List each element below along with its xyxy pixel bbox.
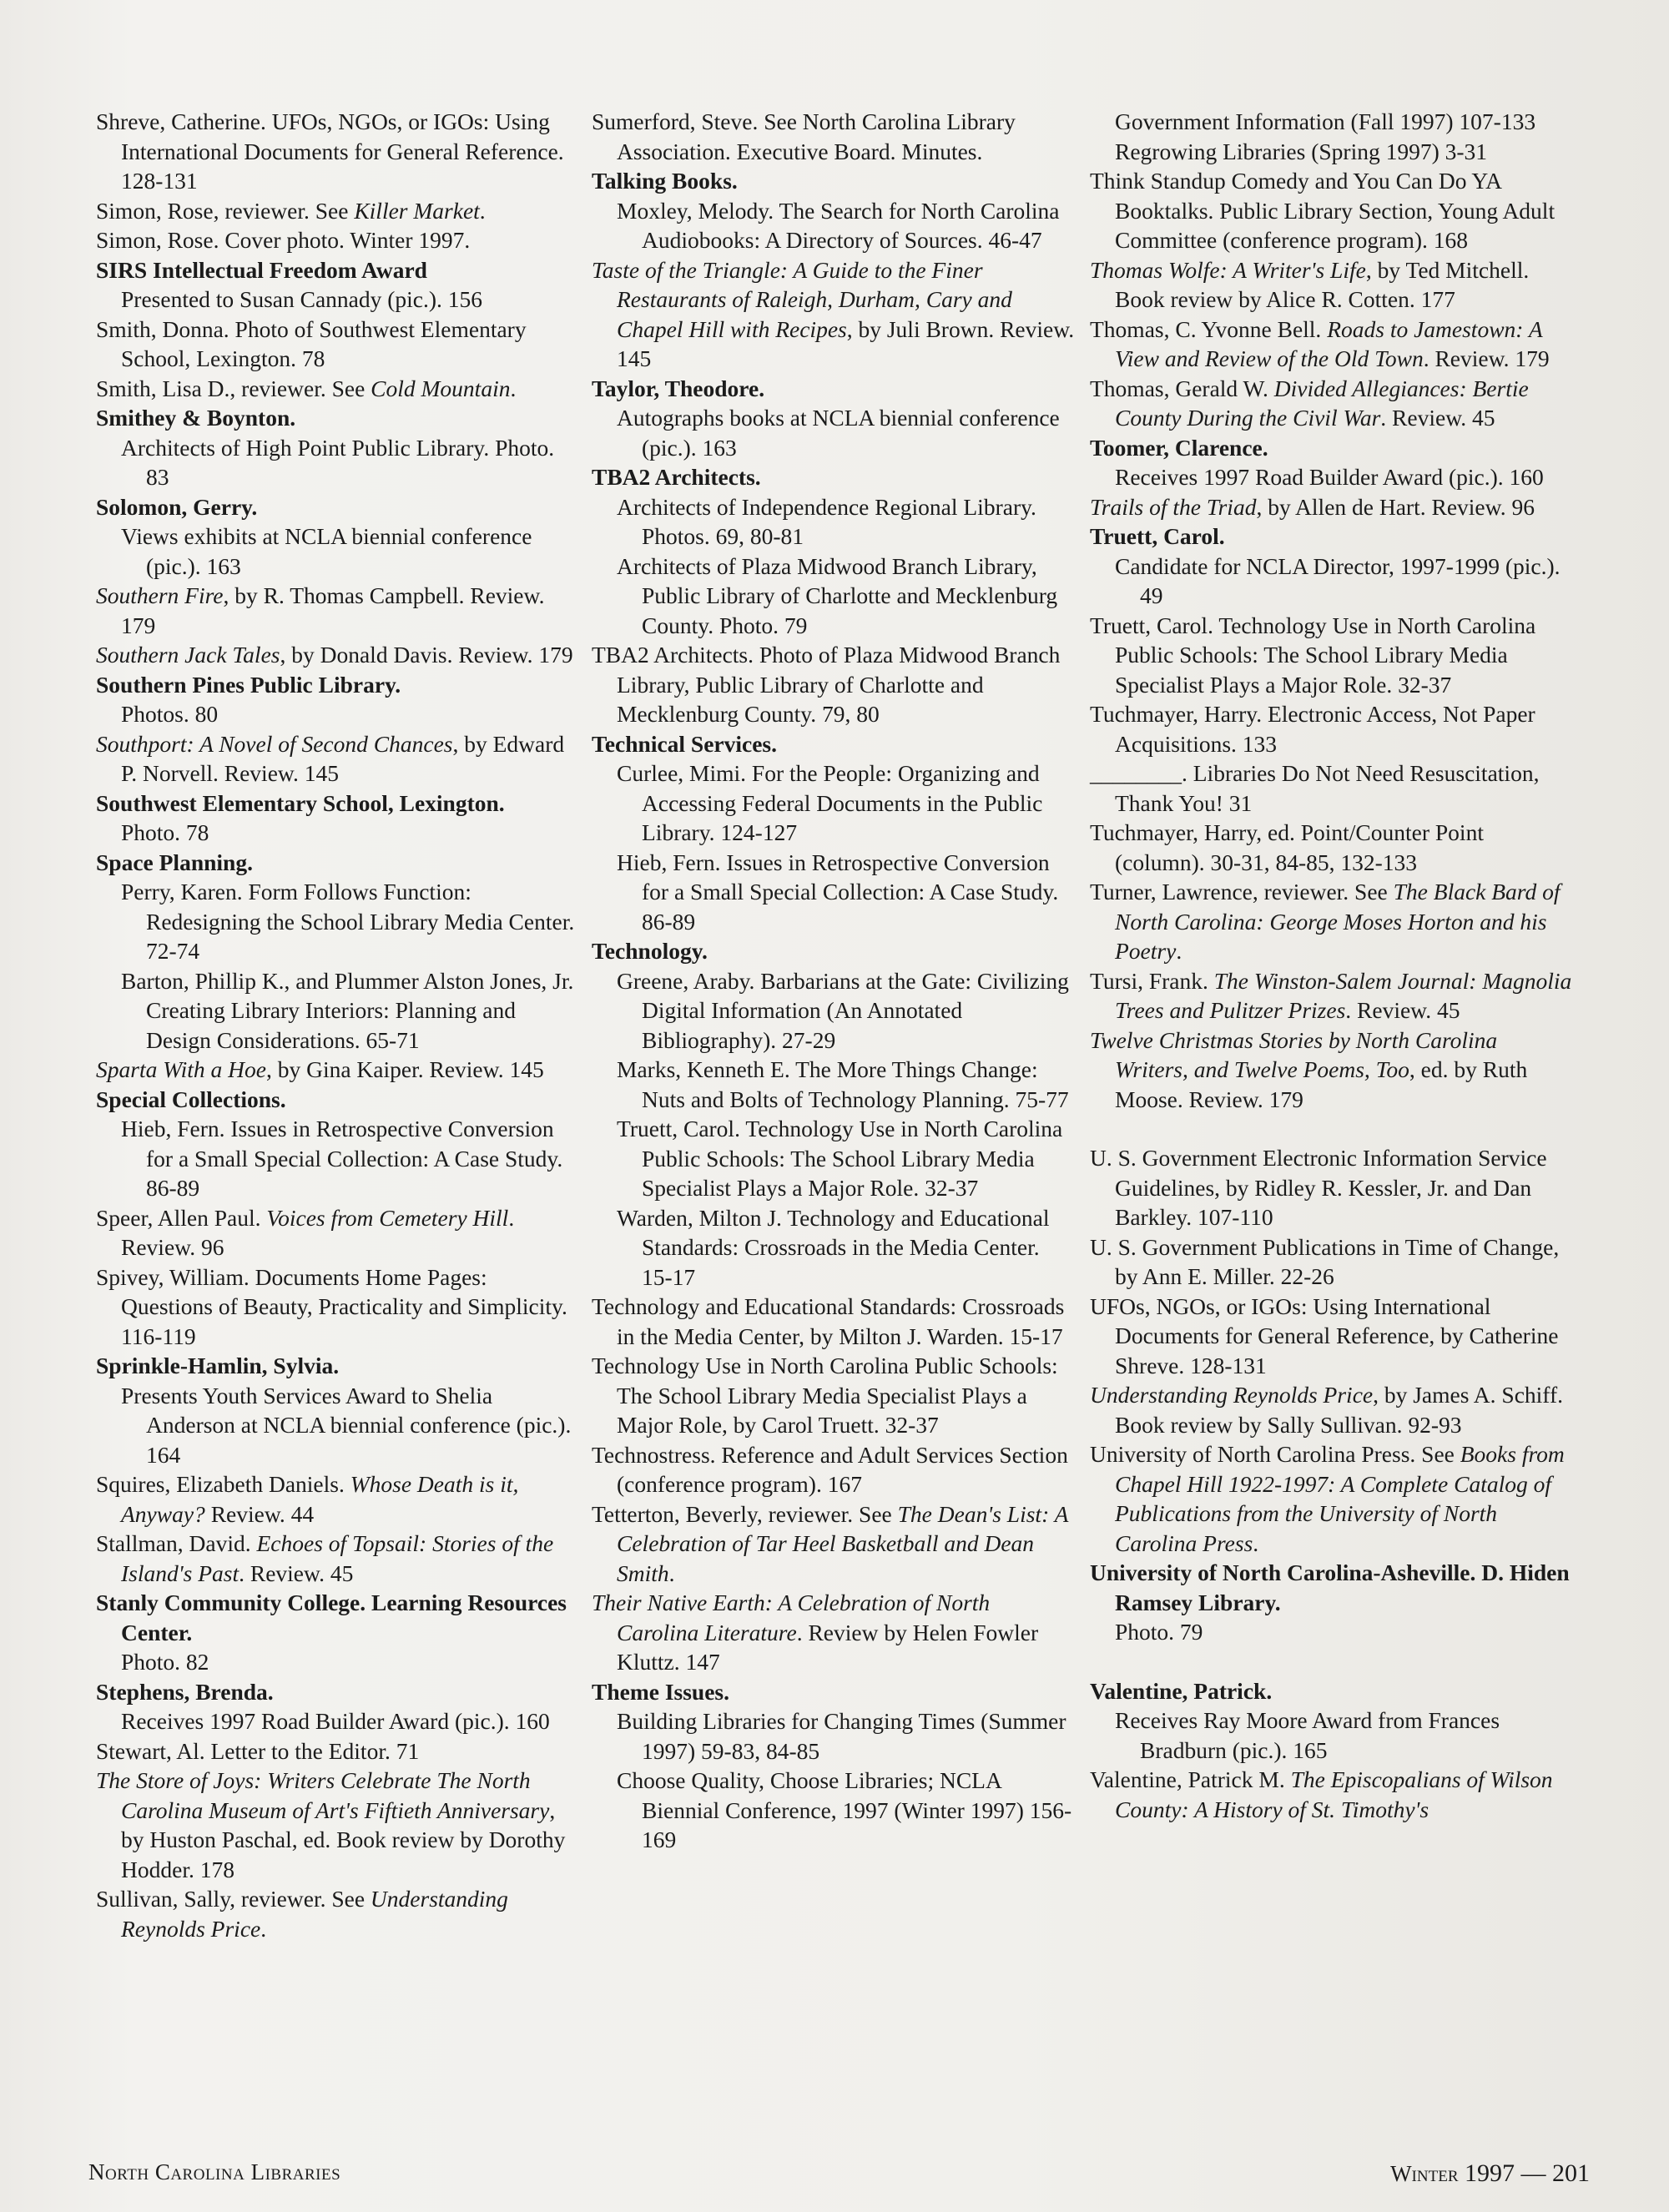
index-subentry <box>1090 1617 1574 1647</box>
italic-title: Killer Market <box>354 197 480 224</box>
entry-text: Photo. 79 <box>1115 1619 1203 1645</box>
italic-title: The Winston-Salem Journal: Magnolia Trees and Pulitzer Prizes <box>1115 967 1572 1023</box>
entry-text: U. S. Government Electronic Information Service Guidelines, by Ridley R. Kessler, Jr. and Dan Barkley. 107-110 <box>1090 1145 1547 1230</box>
entry-text: U. S. Government Publications in Time of Change, by Ann E. Miller. 22-26 <box>1090 1233 1560 1289</box>
entry-text: Special Collections. <box>96 1086 286 1112</box>
entry-text: Marks, Kenneth E. The More Things Change: Nuts and Bolts of Technology Planning. 75-77 <box>617 1056 1069 1112</box>
index-subentry <box>96 433 580 492</box>
index-subentry <box>96 877 580 966</box>
italic-title: The Store of Joys: Writers Celebrate The North Carolina Museum of Art's Fiftieth Anniversary <box>96 1767 550 1823</box>
index-entry <box>1090 611 1574 700</box>
index-entry <box>592 1440 1076 1499</box>
entry-text: Valentine, Patrick M. <box>1090 1766 1291 1792</box>
index-subentry <box>592 1114 1076 1203</box>
entry-text: . <box>668 1559 675 1586</box>
footer-page-number: 201 <box>1552 2159 1590 2187</box>
italic-title: Twelve Christmas Stories by North Carolina Writers, and Twelve Poems, Too <box>1090 1026 1498 1082</box>
index-entry <box>96 315 580 374</box>
entry-text: Photos. 80 <box>121 701 219 727</box>
index-subentry <box>1090 552 1574 611</box>
index-subentry <box>592 552 1076 641</box>
entry-text: Autographs books at NCLA biennial conference (pic.). 163 <box>617 405 1060 461</box>
italic-title: Southern Jack Tales <box>96 642 280 668</box>
entry-text: Technostress. Reference and Adult Services Section (conference program). 167 <box>592 1441 1068 1497</box>
entry-text: Technology and Educational Standards: Crossroads in the Media Center, by Milton J. Warden. 15-17 <box>592 1293 1065 1349</box>
entry-text: Building Libraries for Changing Times (Summer 1997) 59-83, 84-85 <box>617 1708 1066 1764</box>
index-entry <box>592 107 1076 166</box>
entry-text: Stallman, David. <box>96 1530 257 1556</box>
index-heading <box>96 1351 580 1381</box>
entry-text: . Review. 45 <box>1380 405 1495 431</box>
index-subentry <box>1090 107 1574 137</box>
index-heading <box>592 374 1076 404</box>
entry-text: Tursi, Frank. <box>1090 967 1214 994</box>
index-heading <box>96 670 580 700</box>
entry-text: Perry, Karen. Form Follows Function: Redesigning the School Library Media Center. 72-74 <box>121 879 575 964</box>
index-entry <box>96 1262 580 1352</box>
index-heading <box>96 492 580 522</box>
index-entry <box>96 374 580 404</box>
index-entry <box>592 640 1076 729</box>
entry-text: , by Gina Kaiper. Review. 145 <box>265 1056 544 1082</box>
index-entry <box>1090 492 1574 522</box>
index-entry <box>1090 315 1574 374</box>
entry-text: , by Allen de Hart. Review. 96 <box>1256 493 1535 520</box>
entry-text: , by Edward P. Norvell. Review. 145 <box>121 730 565 786</box>
entry-text: . Review. 45 <box>1345 997 1460 1023</box>
footer-dash: — <box>1520 2159 1546 2187</box>
index-heading <box>96 848 580 878</box>
index-entry <box>1090 758 1574 818</box>
index-heading <box>96 789 580 819</box>
index-entry <box>96 640 580 670</box>
entry-text: Choose Quality, Choose Libraries; NCLA Biennial Conference, 1997 (Winter 1997) 156-169 <box>617 1767 1072 1852</box>
index-entry <box>592 1351 1076 1440</box>
index-subentry <box>96 966 580 1056</box>
index-subentry <box>96 1647 580 1677</box>
index-entry <box>96 1766 580 1884</box>
entry-text: Smithey & Boynton. <box>96 405 296 431</box>
italic-title: Thomas Wolfe: A Writer's Life <box>1090 256 1366 283</box>
entry-text: Hieb, Fern. Issues in Retrospective Conversion for a Small Special Collection: A Case Study. 86-89 <box>121 1116 563 1201</box>
footer-issue-page <box>1390 2159 1590 2188</box>
entry-text: UFOs, NGOs, or IGOs: Using International Documents for General Reference, by Catherine Shreve. 128-131 <box>1090 1292 1559 1378</box>
entry-text: Curlee, Mimi. For the People: Organizing and Accessing Federal Documents in the Public Library. 124-127 <box>617 760 1043 845</box>
index-entry <box>96 196 580 226</box>
entry-text: Review. 44 <box>204 1500 315 1527</box>
entry-text: Candidate for NCLA Director, 1997-1999 (pic.). 49 <box>1115 552 1561 608</box>
index-subentry <box>96 285 580 315</box>
index-entry <box>1090 699 1574 758</box>
entry-text: Architects of Plaza Midwood Branch Library, Public Library of Charlotte and Mecklenburg County. Photo. 79 <box>617 552 1058 638</box>
index-subentry <box>96 1381 580 1470</box>
index-column-2 <box>592 107 1076 1855</box>
section-gap <box>1090 1647 1574 1676</box>
index-column-3 <box>1090 107 1574 1824</box>
entry-text: Simon, Rose. Cover photo. Winter 1997. <box>96 227 471 253</box>
index-entry <box>96 1469 580 1529</box>
index-entry <box>96 1736 580 1766</box>
entry-text: Sumerford, Steve. See North Carolina Library Association. Executive Board. Minutes. <box>592 108 1016 164</box>
index-entry <box>1090 255 1574 315</box>
footer-issue: Winter <box>1390 2161 1459 2186</box>
entry-text: Thomas, Gerald W. <box>1090 375 1274 401</box>
entry-text: Regrowing Libraries (Spring 1997) 3-31 <box>1115 138 1488 164</box>
entry-text: , by Ted Mitchell. Book review by Alice R. Cotten. 177 <box>1115 256 1530 312</box>
italic-title: Trails of the Triad <box>1090 493 1257 520</box>
entry-text: TBA2 Architects. <box>592 464 761 490</box>
entry-text: Greene, Araby. Barbarians at the Gate: Civilizing Digital Information (An Annotated Bibliography). 27-29 <box>617 967 1069 1053</box>
entry-text: Think Standup Comedy and You Can Do YA Booktalks. Public Library Section, Young Adult Committee (conference program). 168 <box>1090 168 1556 253</box>
entry-text: , by R. Thomas Campbell. Review. 179 <box>121 582 545 638</box>
entry-text: Technology. <box>592 938 708 964</box>
index-subentry <box>592 1055 1076 1114</box>
index-subentry <box>592 1766 1076 1855</box>
entry-text: TBA2 Architects. Photo of Plaza Midwood Branch Library, Public Library of Charlotte and Mecklenburg County. 79, 80 <box>592 642 1061 727</box>
entry-text: Architects of Independence Regional Library. Photos. 69, 80-81 <box>617 493 1036 549</box>
entry-text: , by Donald Davis. Review. 179 <box>280 642 573 668</box>
entry-text: Smith, Lisa D., reviewer. See <box>96 375 371 401</box>
index-subentry <box>592 403 1076 462</box>
entry-text: Tuchmayer, Harry. Electronic Access, Not Paper Acquisitions. 133 <box>1090 701 1535 757</box>
italic-title: Southport: A Novel of Second Chances <box>96 730 453 757</box>
entry-text: Turner, Lawrence, reviewer. See <box>1090 879 1394 904</box>
entry-text: Spivey, William. Documents Home Pages: Questions of Beauty, Practicality and Simplicity. 116-119 <box>96 1263 567 1349</box>
italic-title: Southern Fire <box>96 582 224 608</box>
index-entry <box>96 1055 580 1085</box>
index-heading <box>592 729 1076 759</box>
entry-text: Shreve, Catherine. UFOs, NGOs, or IGOs: Using International Documents for General Reference. 128-131 <box>96 108 564 194</box>
index-entry <box>1090 1765 1574 1824</box>
footer-year: 1997 <box>1465 2159 1515 2187</box>
index-entry <box>592 255 1076 374</box>
entry-text: . <box>479 197 486 224</box>
index-subentry <box>96 1114 580 1203</box>
entry-text: Theme Issues. <box>592 1678 730 1705</box>
entry-text: Southwest Elementary School, Lexington. <box>96 789 505 816</box>
entry-text: Presents Youth Services Award to Shelia Anderson at NCLA biennial conference (pic.). 164 <box>121 1382 572 1468</box>
entry-text: . Review. 179 <box>1423 345 1550 371</box>
entry-text: Sullivan, Sally, reviewer. See <box>96 1886 371 1912</box>
entry-text: Receives 1997 Road Builder Award (pic.). 160 <box>121 1708 550 1734</box>
entry-text: Warden, Milton J. Technology and Educational Standards: Crossroads in the Media Center. 15-17 <box>617 1204 1050 1290</box>
italic-title: Their Native Earth: A Celebration of North Carolina Literature <box>592 1590 991 1645</box>
italic-title: Cold Mountain <box>371 375 511 401</box>
entry-text: Thomas, C. Yvonne Bell. <box>1090 315 1328 342</box>
index-heading <box>96 1085 580 1115</box>
italic-title: Understanding Reynolds Price <box>1090 1382 1374 1408</box>
index-subentry <box>1090 462 1574 492</box>
italic-title: Divided Allegiances: Bertie County During the Civil War <box>1115 375 1529 431</box>
section-gap <box>1090 1114 1574 1143</box>
entry-text: Government Information (Fall 1997) 107-133 <box>1115 108 1536 134</box>
index-entry <box>1090 1025 1574 1115</box>
index-entry <box>1090 1439 1574 1558</box>
entry-text: Receives 1997 Road Builder Award (pic.). 160 <box>1115 464 1544 490</box>
italic-title: Books from Chapel Hill 1922-1997: A Complete Catalog of Publications from the University of North Carolina Press <box>1115 1441 1565 1556</box>
index-subentry <box>592 196 1076 255</box>
italic-title: Roads to Jamestown: A View and Review of the Old Town <box>1115 315 1543 371</box>
index-entry <box>1090 877 1574 966</box>
index-heading <box>96 403 580 433</box>
index-entry <box>1090 1292 1574 1381</box>
index-heading <box>1090 433 1574 463</box>
index-subentry <box>1090 1706 1574 1765</box>
entry-text: . Review. 96 <box>121 1204 515 1260</box>
entry-text: Taylor, Theodore. <box>592 375 765 401</box>
index-subentry <box>592 1706 1076 1766</box>
index-entry <box>96 225 580 255</box>
entry-text: Photo. 78 <box>121 819 209 845</box>
index-entry <box>96 1203 580 1262</box>
index-subentry <box>592 966 1076 1056</box>
entry-text: Stephens, Brenda. <box>96 1678 274 1705</box>
entry-text: Toomer, Clarence. <box>1090 434 1268 461</box>
index-heading <box>1090 1558 1574 1617</box>
entry-text: University of North Carolina Press. See <box>1090 1441 1460 1467</box>
index-entry <box>1090 1232 1574 1292</box>
entry-text: Presented to Susan Cannady (pic.). 156 <box>121 286 483 312</box>
entry-text: Photo. 82 <box>121 1649 209 1675</box>
index-entry <box>592 1499 1076 1589</box>
entry-text: Truett, Carol. Technology Use in North Carolina Public Schools: The School Library Media Specialist Plays a Major Role. 32-37 <box>617 1116 1063 1201</box>
entry-text: . <box>510 375 517 401</box>
entry-text: Technology Use in North Carolina Public Schools: The School Library Media Specialist Plays a Major Role, by Carol Truett. 32-37 <box>592 1353 1058 1438</box>
entry-text: Barton, Phillip K., and Plummer Alston Jones, Jr. Creating Library Interiors: Planning and Design Considerations. 65-71 <box>121 967 574 1053</box>
entry-text: SIRS Intellectual Freedom Award <box>96 256 427 283</box>
entry-text: . <box>260 1915 267 1942</box>
entry-text: Sprinkle-Hamlin, Sylvia. <box>96 1353 340 1378</box>
index-entry <box>1090 818 1574 877</box>
entry-text: Simon, Rose, reviewer. See <box>96 197 355 224</box>
index-entry <box>1090 1143 1574 1232</box>
index-heading <box>96 255 580 285</box>
index-entry <box>96 107 580 196</box>
italic-title: Echoes of Topsail: Stories of the Island's Past <box>121 1530 554 1586</box>
index-heading <box>96 1677 580 1707</box>
entry-text: , ed. by Ruth Moose. Review. 179 <box>1115 1056 1528 1112</box>
index-subentry <box>96 522 580 581</box>
index-entry <box>592 1588 1076 1677</box>
entry-text: Southern Pines Public Library. <box>96 671 401 698</box>
index-entry <box>96 581 580 640</box>
index-subentry <box>592 758 1076 848</box>
entry-text: Hieb, Fern. Issues in Retrospective Conversion for a Small Special Collection: A Case Study. 86-89 <box>617 849 1059 935</box>
entry-text: Squires, Elizabeth Daniels. <box>96 1471 350 1497</box>
entry-text: Architects of High Point Public Library. Photo. 83 <box>121 434 555 490</box>
italic-title: Sparta With a Hoe <box>96 1056 266 1082</box>
entry-text: . <box>1253 1529 1259 1556</box>
italic-title: The Episcopalians of Wilson County: A History of St. Timothy's <box>1115 1766 1553 1822</box>
entry-text: Talking Books. <box>592 168 738 194</box>
italic-title: Voices from Cemetery Hill <box>266 1204 509 1231</box>
entry-text: . Review by Helen Fowler Kluttz. 147 <box>617 1619 1039 1675</box>
index-heading <box>1090 1676 1574 1706</box>
index-subentry <box>96 1706 580 1736</box>
entry-text: Space Planning. <box>96 849 253 875</box>
entry-text: Technical Services. <box>592 730 778 757</box>
entry-text: Tuchmayer, Harry, ed. Point/Counter Point (column). 30-31, 84-85, 132-133 <box>1090 819 1484 875</box>
entry-text: Tetterton, Beverly, reviewer. See <box>592 1500 898 1527</box>
entry-text: Stewart, Al. Letter to the Editor. 71 <box>96 1737 420 1764</box>
entry-text: Receives Ray Moore Award from Frances Bradburn (pic.). 165 <box>1115 1707 1500 1763</box>
italic-title: Understanding Reynolds Price <box>121 1886 508 1942</box>
index-heading <box>592 166 1076 196</box>
entry-text: Solomon, Gerry. <box>96 493 258 520</box>
entry-text: , by Huston Paschal, ed. Book review by Dorothy Hodder. 178 <box>121 1796 566 1882</box>
index-entry <box>1090 374 1574 433</box>
entry-text: , by James A. Schiff. Book review by Sally Sullivan. 92-93 <box>1115 1382 1563 1438</box>
entry-text: University of North Carolina-Asheville. D. Hiden Ramsey Library. <box>1090 1559 1570 1615</box>
entry-text: Valentine, Patrick. <box>1090 1677 1273 1704</box>
index-heading <box>592 936 1076 966</box>
index-entry <box>96 1884 580 1943</box>
index-entry <box>1090 166 1574 255</box>
index-entry <box>1090 966 1574 1025</box>
index-column-1 <box>96 107 580 1943</box>
index-entry <box>592 1292 1076 1351</box>
index-heading <box>592 462 1076 492</box>
entry-text: . <box>1176 938 1182 964</box>
entry-text: Views exhibits at NCLA biennial conference (pic.). 163 <box>121 523 532 579</box>
italic-title: Whose Death is it, Anyway? <box>121 1471 519 1527</box>
index-heading <box>592 1677 1076 1707</box>
index-subentry <box>592 848 1076 937</box>
entry-text: Truett, Carol. <box>1090 523 1225 549</box>
index-subentry <box>96 699 580 729</box>
index-subentry <box>592 492 1076 552</box>
footer-journal-title: North Carolina Libraries <box>88 2159 341 2184</box>
entry-text: ________. Libraries Do Not Need Resuscitation, Thank You! 31 <box>1090 760 1540 816</box>
entry-text: . Review. 45 <box>239 1559 354 1586</box>
entry-text: Moxley, Melody. The Search for North Carolina Audiobooks: A Directory of Sources. 46-47 <box>617 197 1060 253</box>
index-subentry <box>592 1203 1076 1292</box>
index-entry <box>1090 1380 1574 1439</box>
index-heading <box>96 1588 580 1647</box>
italic-title: The Dean's List: A Celebration of Tar Heel Basketball and Dean Smith <box>617 1500 1068 1586</box>
index-subentry <box>96 818 580 848</box>
index-heading <box>1090 522 1574 552</box>
index-entry <box>96 729 580 789</box>
entry-text: Speer, Allen Paul. <box>96 1204 267 1231</box>
entry-text: Truett, Carol. Technology Use in North Carolina Public Schools: The School Library Media Specialist Plays a Major Role. 32-37 <box>1090 612 1536 698</box>
entry-text: Smith, Donna. Photo of Southwest Elementary School, Lexington. 78 <box>96 315 527 371</box>
entry-text: , by Juli Brown. Review. 145 <box>617 315 1075 371</box>
index-entry <box>96 1529 580 1588</box>
entry-text: Stanly Community College. Learning Resources Center. <box>96 1590 567 1645</box>
italic-title: Taste of the Triangle: A Guide to the Finer Restaurants of Raleigh, Durham, Cary and Chapel Hill with Recipes <box>592 256 1012 342</box>
italic-title: The Black Bard of North Carolina: George Moses Horton and his Poetry <box>1115 879 1561 964</box>
index-subentry <box>1090 137 1574 167</box>
